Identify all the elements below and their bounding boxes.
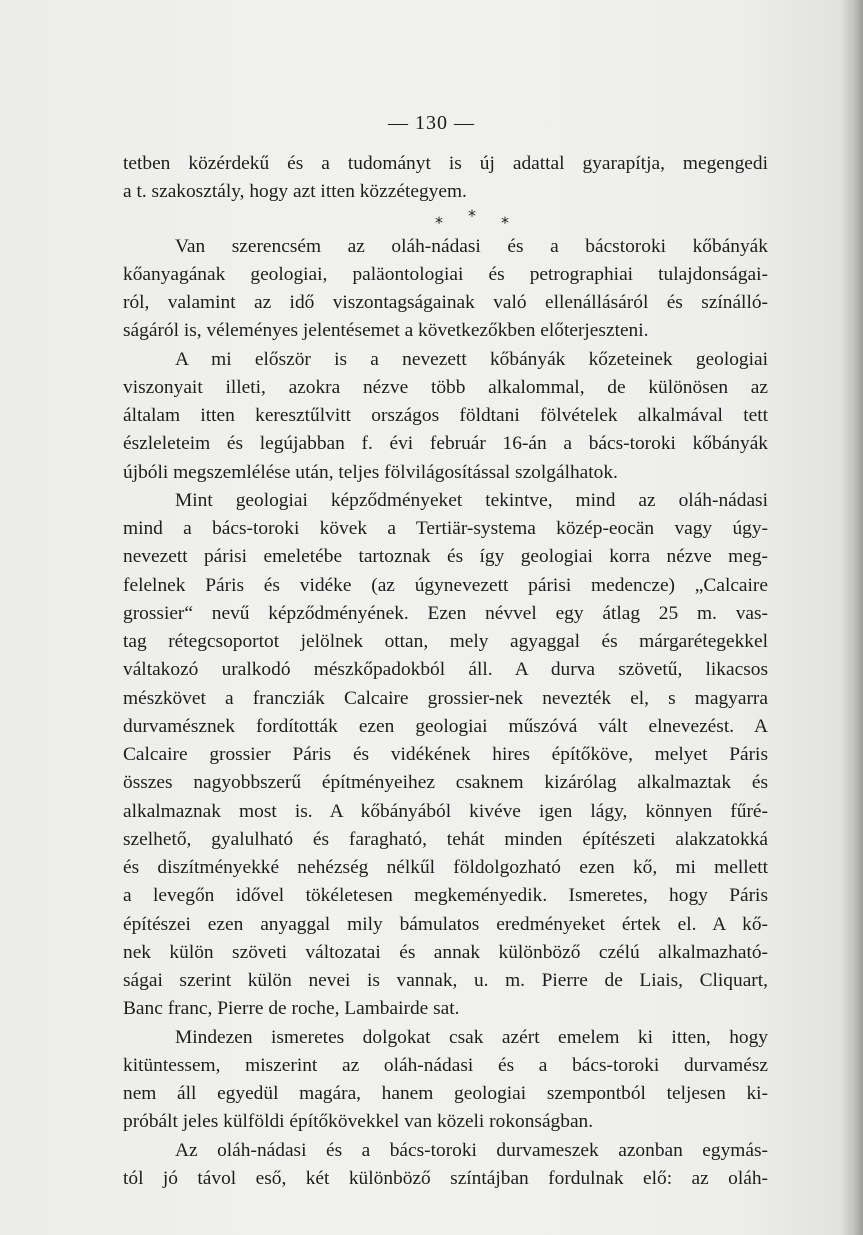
section-separator <box>123 207 768 233</box>
text-line: próbált jeles külföldi építőkövekkel van közeli rokonságban. <box>123 1111 594 1133</box>
text-line: Banc franc, Pierre de roche, Lambairde sat. <box>123 998 460 1020</box>
text-line: építészei ezen anyaggal mily bámulatos eredményeket értek el. A kő- <box>123 913 768 935</box>
text-line: mészkövet a francziák Calcaire grossier-nek nevezték el, s magyarra <box>123 687 768 709</box>
text-line: észleleteim és legújabban f. évi február 16-án a bács-toroki kőbányák <box>123 433 768 455</box>
text-line: ról, valamint az idő viszontagságainak való ellenállásáról és színálló- <box>123 292 768 313</box>
text-line: A mi először is a nevezett kőbányák kőzeteinek geologiai <box>175 348 768 370</box>
text-line: kőanyagának geologiai, paläontologiai és petrographiai tulajdonságai- <box>123 263 768 285</box>
text-line: Van szerencsém az oláh-nádasi és a bácstoroki kőbányák <box>175 235 768 257</box>
text-line: nem áll egyedül magára, hanem geologiai szempontból teljesen ki- <box>123 1083 768 1104</box>
text-line: mind a bács-toroki kövek a Tertiär-systema közép-eocän vagy úgy- <box>123 518 768 539</box>
text-line: Az oláh-nádasi és a bács-toroki durvameszek azonban egymás- <box>175 1139 768 1161</box>
text-line: a t. szakosztály, hogy azt itten közzétegyem. <box>123 181 467 203</box>
text-line: nek külön szöveti változatai és annak különböző czélú alkalmazható- <box>123 941 768 963</box>
text-line: durvamésznek fordították ezen geologiai műszóvá vált elnevezést. A <box>123 715 768 737</box>
text-line: a levegőn idővel tökéletesen megkeményedik. Ismeretes, hogy Páris <box>123 885 768 907</box>
body-text <box>123 150 768 1193</box>
text-line: Calcaire grossier Páris és vidékének hires építőköve, melyet Páris <box>123 744 768 765</box>
text-line: grossier“ nevű képződményének. Ezen névvel egy átlag 25 m. vas- <box>123 602 768 624</box>
text-line: kitüntessem, miszerint az oláh-nádasi és a bács-toroki durvamész <box>123 1054 768 1076</box>
text-line: alkalmaznak most is. A kőbányából kivéve igen lágy, könnyen fűré- <box>123 800 768 822</box>
text-line: Mint geologiai képződményeket tekintve, mind az oláh-nádasi <box>175 489 768 511</box>
asterisk: * <box>501 212 509 232</box>
asterisk: * <box>435 212 443 232</box>
text-line: nevezett párisi emeletébe tartoznak és így geologiai korra nézve meg- <box>123 546 768 568</box>
asterisk: * <box>468 205 476 225</box>
text-line: tól jó távol eső, két különböző színtájban fordulnak elő: az oláh- <box>123 1167 768 1189</box>
text-line: tag rétegcsoportot jelölnek ottan, mely agyaggal és márgarétegekkel <box>123 631 768 652</box>
text-line: Mindezen ismeretes dolgokat csak azért emelem ki itten, hogy <box>175 1026 768 1048</box>
text-line: tetben közérdekű és a tudományt is új adattal gyarapítja, megengedi <box>123 153 768 174</box>
text-line: összes nagyobbszerű építményeihez csaknem kizárólag alkalmaztak és <box>123 772 768 794</box>
text-line: ságai szerint külön nevei is vannak, u. m. Pierre de Liais, Cliquart, <box>123 970 768 991</box>
text-line: és diszítményekké nehézség nélkűl földolgozható ezen kő, mi mellett <box>123 857 768 878</box>
text-line: általam itten keresztűlvitt országos földtani fölvételek alkalmával tett <box>123 405 768 426</box>
page-number: — 130 — <box>388 112 475 134</box>
text-line: újbóli megszemlélése után, teljes fölvilágosítással szolgálhatok. <box>123 461 618 483</box>
text-line: viszonyait illeti, azokra nézve több alkalommal, de különösen az <box>123 376 768 398</box>
text-line: váltakozó uralkodó mészkőpadokból áll. A durva szövetű, likacsos <box>123 659 768 681</box>
text-line: ságáról is, véleményes jelentésemet a következőkben előterjeszteni. <box>123 320 649 342</box>
text-line: szelhető, gyalulható és faragható, tehát minden építészeti alakzatokká <box>123 828 768 850</box>
text-line: felelnek Páris és vidéke (az úgynevezett párisi medencze) „Calcaire <box>123 574 768 596</box>
page-edge-shadow <box>841 0 863 1235</box>
